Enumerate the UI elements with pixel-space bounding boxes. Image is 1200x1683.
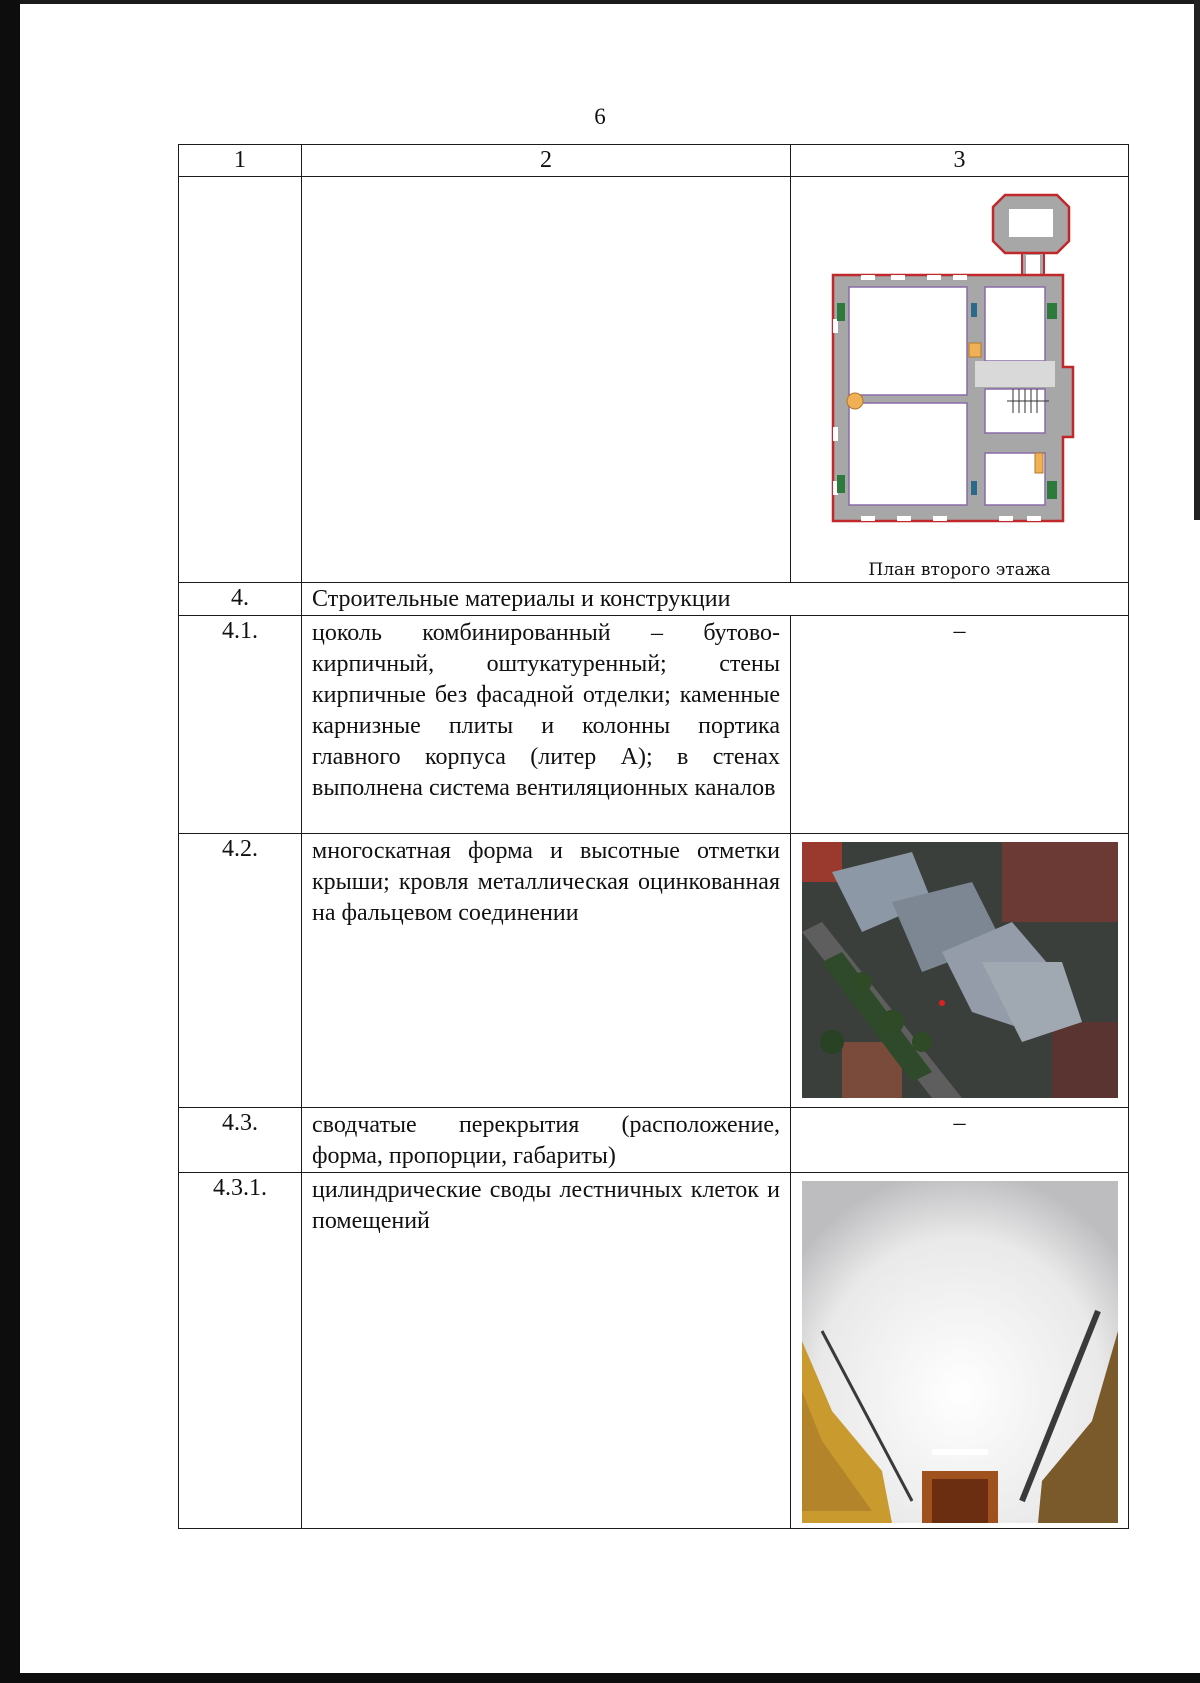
materials-table <box>178 144 1129 1529</box>
empty-text-cell <box>302 177 791 583</box>
section-number: 4. <box>179 583 302 616</box>
scan-edge-left <box>0 0 20 1683</box>
table-row <box>179 616 1129 834</box>
row-text: цилиндрические своды лестничных клеток и помещений <box>312 1177 780 1234</box>
floor-plan-cell <box>791 177 1129 583</box>
row-number: 4.1. <box>179 616 302 834</box>
table-row <box>179 1173 1129 1529</box>
table-row <box>179 834 1129 1108</box>
row-number: 4.3.1. <box>179 1173 302 1529</box>
row-text-cell <box>302 834 791 1108</box>
second-floor-plan <box>827 191 1087 536</box>
section-row <box>179 583 1129 616</box>
row-number: 4.3. <box>179 1108 302 1173</box>
scan-edge-bottom <box>0 1673 1200 1683</box>
row-text: многоскатная форма и высотные отметки крыши; кровля металлическая оцинкованная на фальцевом соединении <box>312 838 780 926</box>
vault-photo-cell <box>791 1173 1129 1529</box>
floor-plan-row <box>179 177 1129 583</box>
scan-edge-top <box>0 0 1200 4</box>
row-text-cell <box>302 1173 791 1529</box>
scan-edge-right <box>1194 0 1200 520</box>
row-text: сводчатые перекрытия (расположение, форма, пропорции, габариты) <box>312 1112 780 1169</box>
header-col-3: 3 <box>791 145 1129 177</box>
roof-aerial-photo <box>802 842 1118 1098</box>
section-title: Строительные материалы и конструкции <box>302 583 1129 616</box>
vault-photo <box>802 1181 1118 1523</box>
header-col-1: 1 <box>179 145 302 177</box>
row-col3-dash: – <box>791 616 1129 834</box>
row-text-cell <box>302 616 791 834</box>
row-text-cell <box>302 1108 791 1173</box>
empty-number-cell <box>179 177 302 583</box>
header-col-2: 2 <box>302 145 791 177</box>
page-number: 6 <box>594 104 606 129</box>
plan-caption: План второго этажа <box>868 560 1051 580</box>
row-number: 4.2. <box>179 834 302 1108</box>
aerial-photo-cell <box>791 834 1129 1108</box>
table-row <box>179 1108 1129 1173</box>
table-header-row <box>179 145 1129 177</box>
row-col3-dash: – <box>791 1108 1129 1173</box>
row-text: цоколь комбинированный – бутово-кирпичный, оштукатуренный; стены кирпичные без фасадной отделки; каменные карнизные плиты и колонны портика главного корпуса (литер А); в стенах выполнена система вентиляционных каналов <box>312 620 780 801</box>
